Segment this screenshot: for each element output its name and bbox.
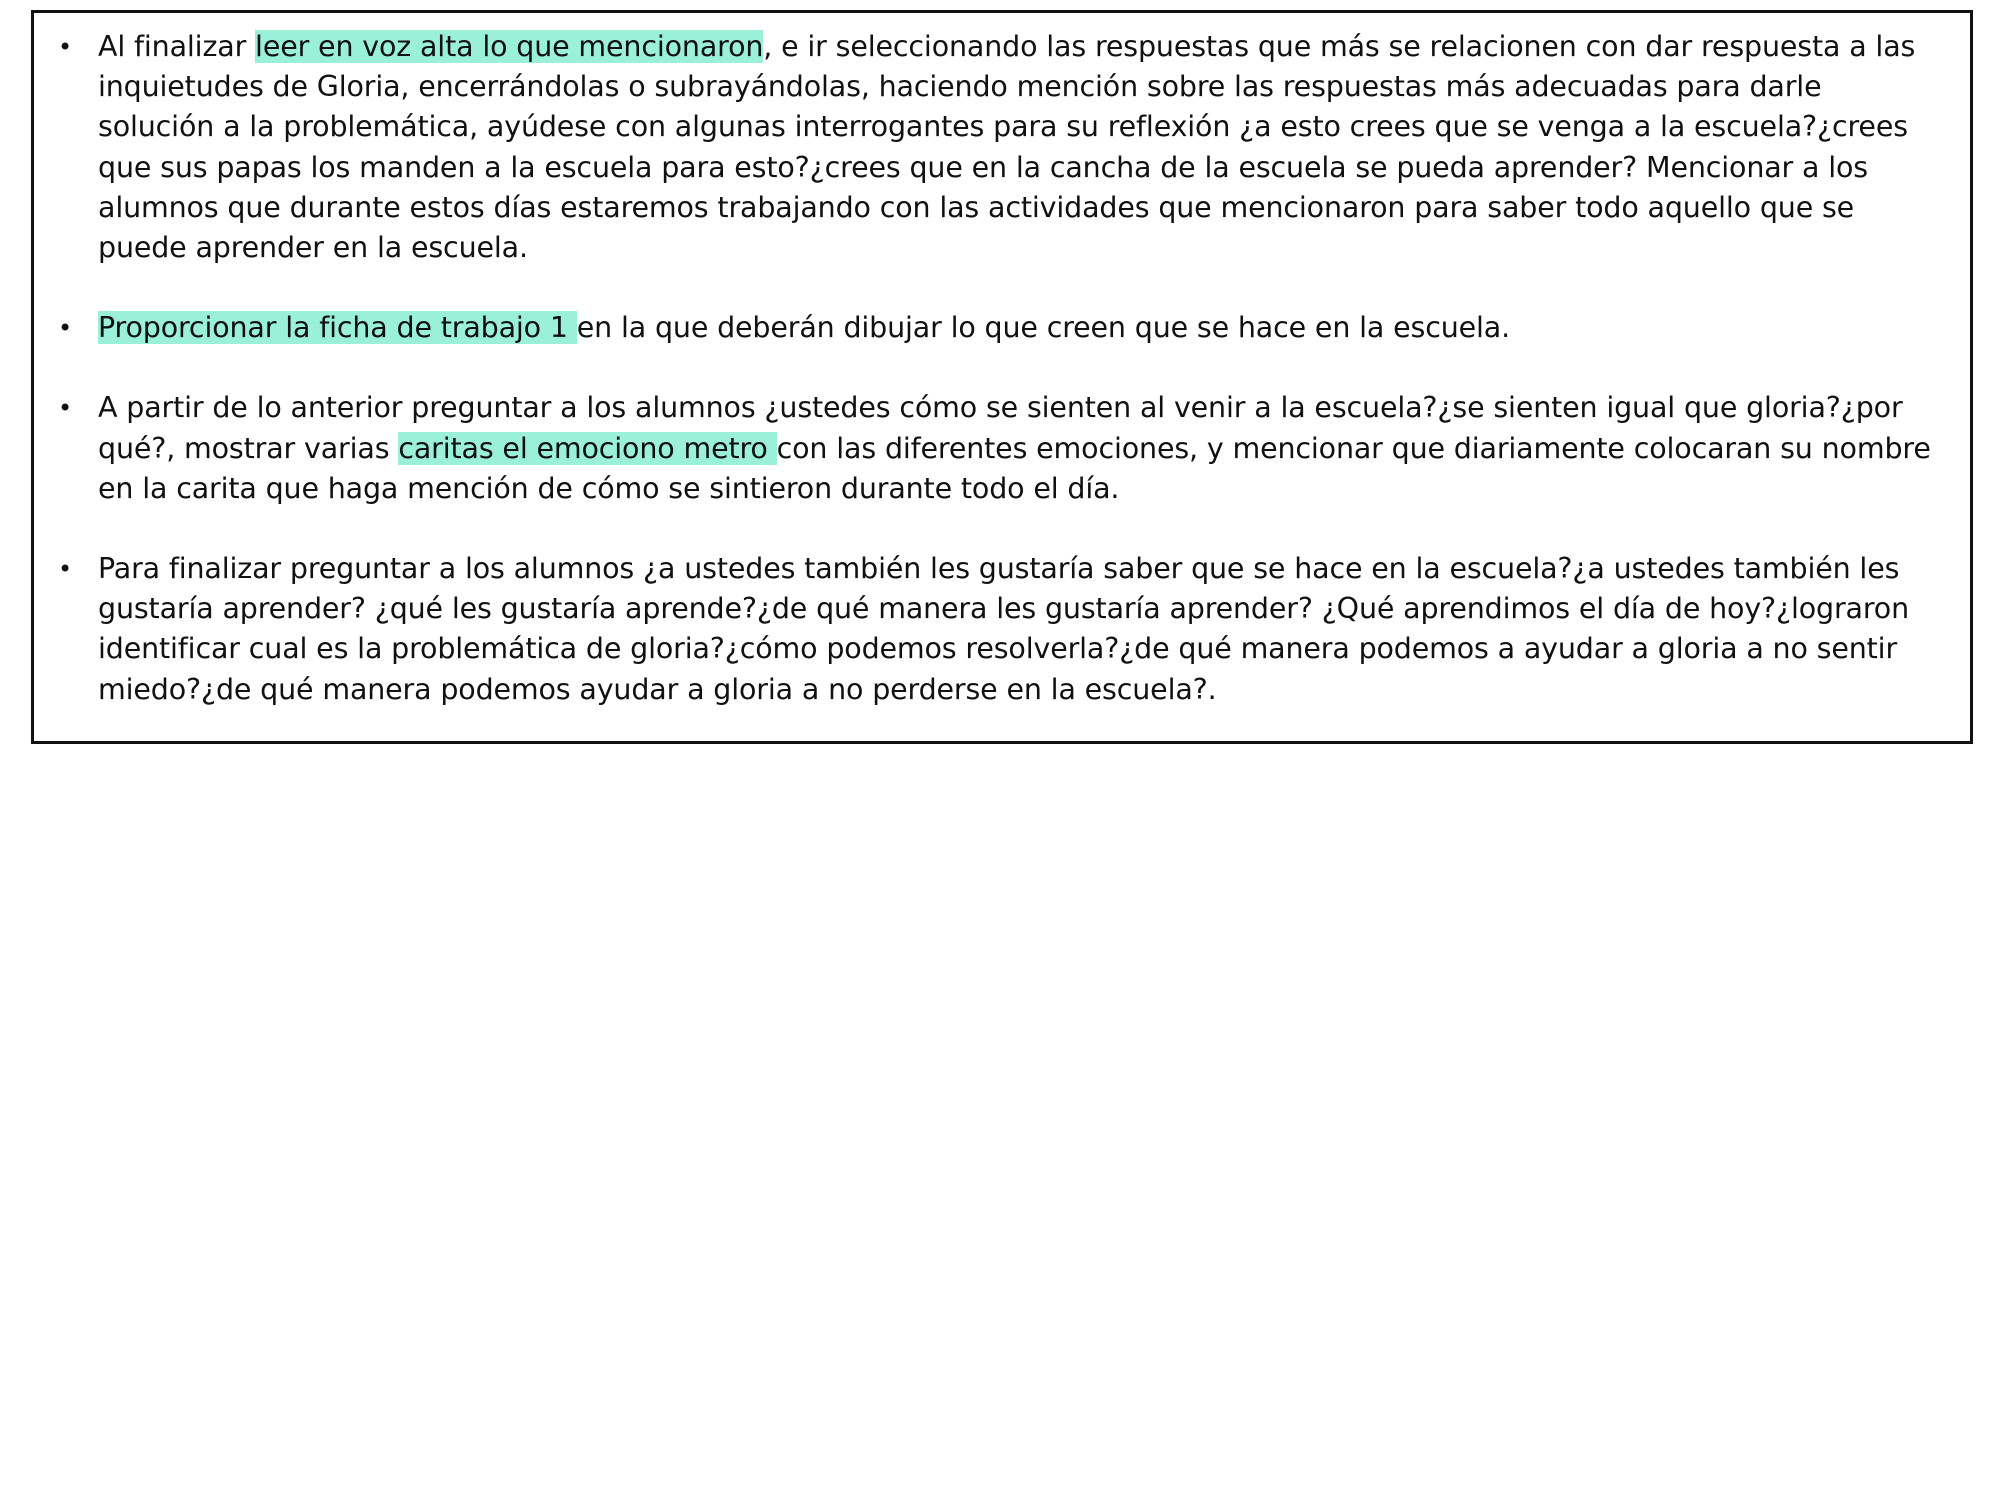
- item-text: Para finalizar preguntar a los alumnos ¿a ustedes también les gustaría saber que se hace en la escuela?¿a ustedes también les gustaría aprender? ¿qué les gustaría aprende?¿de qué manera les gustaría aprender? ¿Qué aprendimos el día de hoy?¿lograron identificar cual es la problemática de gloria?¿cómo podemos resolverla?¿de qué manera podemos a ayudar a gloria a no sentir miedo?¿de qué manera podemos ayudar a gloria a no perderse en la escuela?.: [98, 552, 1910, 706]
- activity-box: [31, 10, 1973, 744]
- item-text: Al finalizar: [98, 30, 256, 63]
- list-item: [58, 388, 1946, 509]
- item-text: , e ir seleccionando las respuestas que más se relacionen con dar respuesta a las inquietudes de Gloria, encerrándolas o subrayándolas, haciendo mención sobre las respuestas más adecuadas para darle solución a la problemática, ayúdese con algunas interrogantes para su reflexión ¿a esto crees que se venga a la escuela?¿crees que sus papas los manden a la escuela para esto?¿crees que en la cancha de la escuela se pueda aprender? Mencionar a los alumnos que durante estos días estaremos trabajando con las actividades que mencionaron para saber todo aquello que se puede aprender en la escuela.: [98, 30, 1916, 265]
- highlighted-text: Proporcionar la ficha de trabajo 1: [98, 311, 577, 345]
- highlighted-text: leer en voz alta lo que mencionaron: [255, 30, 764, 63]
- activity-list: [58, 27, 1946, 710]
- list-item: [58, 308, 1946, 348]
- bullet-icon: •: [58, 314, 73, 343]
- bullet-icon: •: [58, 394, 73, 423]
- item-text: con las diferentes emociones, y mencionar que diariamente colocaran su nombre en la carita que haga mención de cómo se sintieron durante todo el día.: [98, 431, 1931, 505]
- item-text: A partir de lo anterior preguntar a los alumnos ¿ustedes cómo se sienten al venir a la escuela?¿se sienten igual que gloria?¿por qué?, mostrar varias: [98, 391, 1903, 465]
- bullet-icon: •: [58, 555, 73, 584]
- item-text: en la que deberán dibujar lo que creen que se hace en la escuela.: [576, 311, 1511, 345]
- list-item: [58, 27, 1946, 268]
- bullet-icon: •: [58, 33, 73, 61]
- list-item: [58, 549, 1946, 710]
- highlighted-text: caritas el emociono metro: [398, 431, 777, 465]
